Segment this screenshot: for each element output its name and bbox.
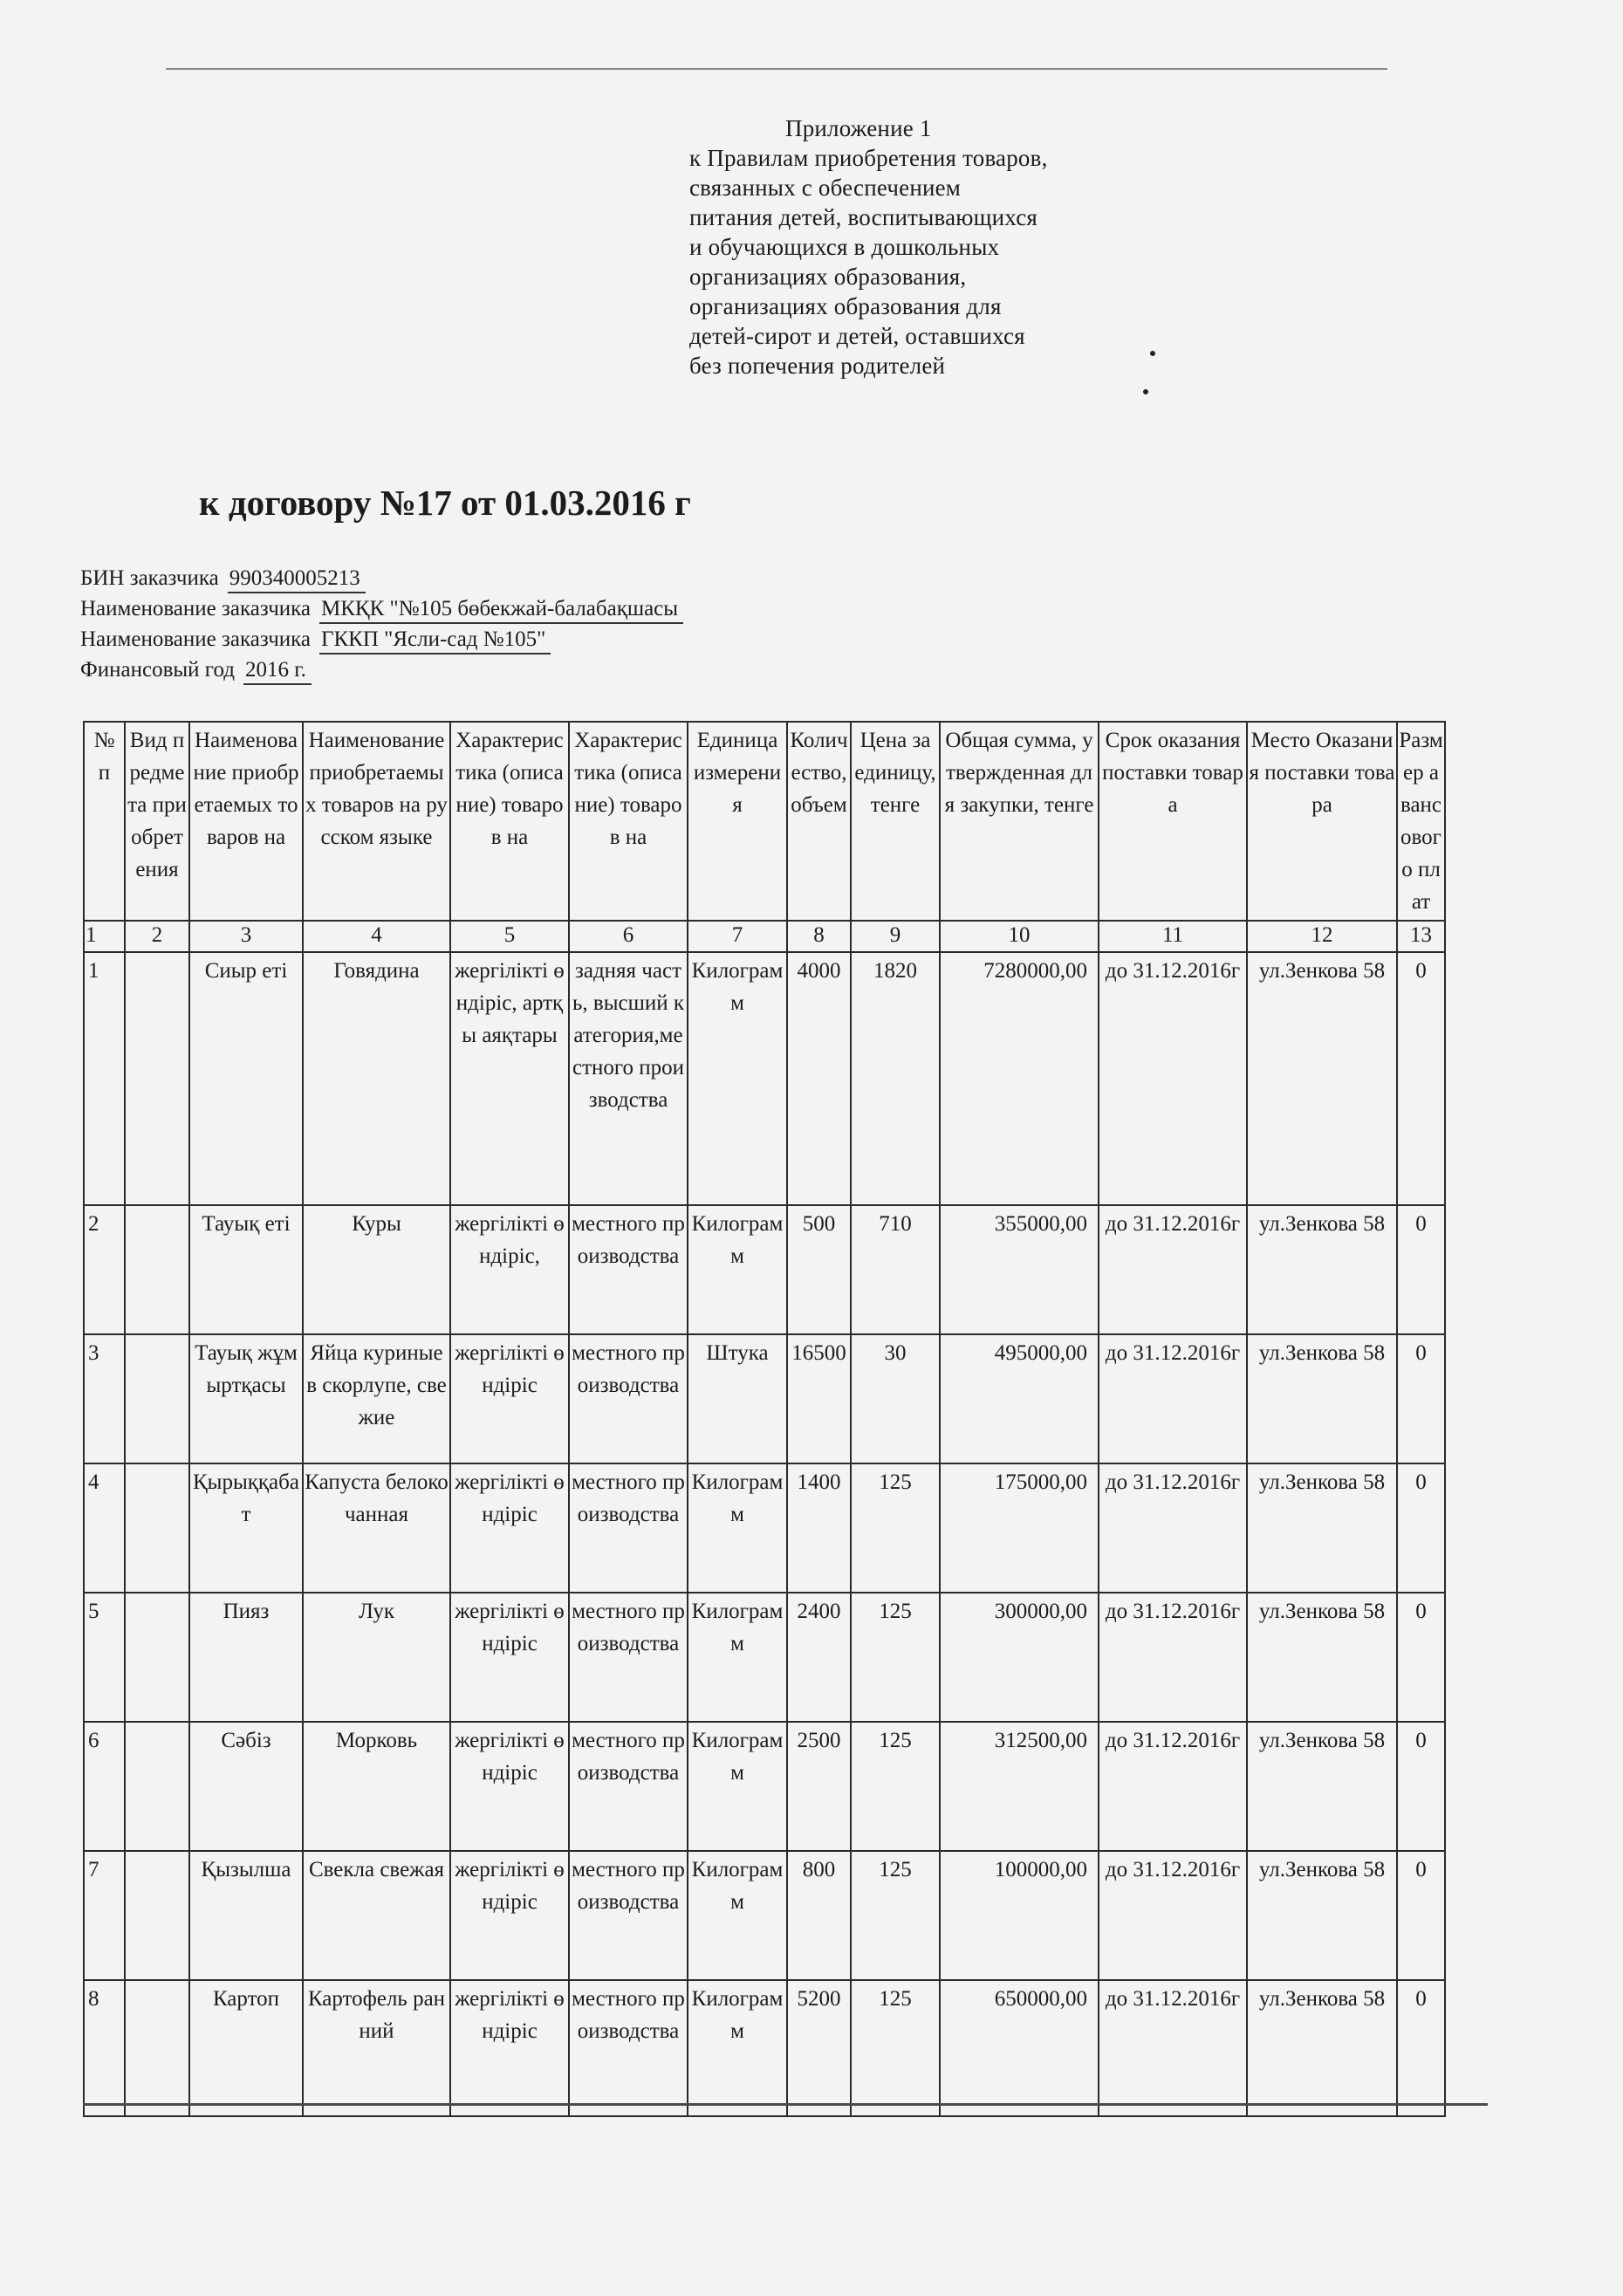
customer-name-ru-row xyxy=(80,624,683,655)
row-char-ru: местного производства xyxy=(569,1334,688,1463)
table-row xyxy=(84,1463,1445,1593)
row-kind xyxy=(125,952,189,1205)
row-char-ru: местного производства xyxy=(569,1463,688,1593)
column-number: 13 xyxy=(1397,921,1445,952)
row-price: 125 xyxy=(851,1851,940,1980)
row-unit: Килограмм xyxy=(688,952,787,1205)
column-number: 4 xyxy=(303,921,450,952)
row-place: ул.Зенкова 58 xyxy=(1247,1334,1397,1463)
name-ru-value: ГККП "Ясли-сад №105" xyxy=(319,627,551,655)
row-name-kz: Тауық еті xyxy=(189,1205,303,1334)
bin-label: БИН заказчика xyxy=(80,566,219,590)
customer-bin-row xyxy=(80,563,683,593)
row-char-kz: жергілікті өндіріс xyxy=(450,1851,569,1980)
row-sum: 100000,00 xyxy=(940,1851,1099,1980)
bin-value: 990340005213 xyxy=(228,565,366,593)
table-row xyxy=(84,1334,1445,1463)
row-advance: 0 xyxy=(1397,1334,1445,1463)
row-char-ru: местного производства xyxy=(569,1851,688,1980)
row-name-ru: Говядина xyxy=(303,952,450,1205)
row-sum: 355000,00 xyxy=(940,1205,1099,1334)
header-cell: Размер авансового плат xyxy=(1397,722,1445,921)
year-value: 2016 г. xyxy=(243,657,312,685)
row-unit: Килограмм xyxy=(688,1205,787,1334)
row-name-kz: Сиыр еті xyxy=(189,952,303,1205)
row-number: 3 xyxy=(84,1334,125,1463)
appendix-line: организациях образования для xyxy=(689,293,1002,319)
row-price: 1820 xyxy=(851,952,940,1205)
row-unit: Килограмм xyxy=(688,1463,787,1593)
row-name-kz: Қызылша xyxy=(189,1851,303,1980)
column-number: 6 xyxy=(569,921,688,952)
row-term: до 31.12.2016г xyxy=(1099,1334,1247,1463)
row-qty: 5200 xyxy=(787,1980,851,2116)
row-name-ru: Морковь xyxy=(303,1722,450,1851)
top-rule xyxy=(166,68,1387,70)
column-number: 5 xyxy=(450,921,569,952)
row-unit: Килограмм xyxy=(688,1980,787,2116)
row-term: до 31.12.2016г xyxy=(1099,1980,1247,2116)
name-kz-value: МКҚК "№105 бөбекжай-балабақшасы xyxy=(319,596,683,624)
column-number: 11 xyxy=(1099,921,1247,952)
row-advance: 0 xyxy=(1397,1851,1445,1980)
row-advance: 0 xyxy=(1397,1980,1445,2116)
row-price: 125 xyxy=(851,1593,940,1722)
row-sum: 300000,00 xyxy=(940,1593,1099,1722)
row-price: 30 xyxy=(851,1334,940,1463)
row-qty: 2400 xyxy=(787,1593,851,1722)
row-kind xyxy=(125,1851,189,1980)
header-cell: Вид предмета приобретения xyxy=(125,722,189,921)
table-row xyxy=(84,1722,1445,1851)
scan-speck xyxy=(1150,351,1155,356)
table-row xyxy=(84,1593,1445,1722)
appendix-line: питания детей, воспитывающихся xyxy=(689,204,1038,230)
row-term: до 31.12.2016г xyxy=(1099,1851,1247,1980)
row-number: 2 xyxy=(84,1205,125,1334)
row-name-ru: Лук xyxy=(303,1593,450,1722)
row-advance: 0 xyxy=(1397,1593,1445,1722)
customer-info xyxy=(80,563,683,685)
row-char-kz: жергілікті өндіріс xyxy=(450,1722,569,1851)
row-name-ru: Яйца куриные в скорлупе, свежие xyxy=(303,1334,450,1463)
row-advance: 0 xyxy=(1397,1463,1445,1593)
column-number: 3 xyxy=(189,921,303,952)
appendix-header xyxy=(689,113,1230,380)
customer-name-kz-row xyxy=(80,593,683,624)
row-unit: Штука xyxy=(688,1334,787,1463)
row-name-kz: Тауық жұмыртқасы xyxy=(189,1334,303,1463)
row-sum: 495000,00 xyxy=(940,1334,1099,1463)
column-number: 9 xyxy=(851,921,940,952)
row-qty: 1400 xyxy=(787,1463,851,1593)
row-char-kz: жергілікті өндіріс xyxy=(450,1463,569,1593)
row-price: 710 xyxy=(851,1205,940,1334)
row-name-kz: Пияз xyxy=(189,1593,303,1722)
row-qty: 800 xyxy=(787,1851,851,1980)
appendix-line: организациях образования, xyxy=(689,264,967,290)
appendix-line: Приложение 1 xyxy=(785,115,932,141)
row-char-kz: жергілікті өндіріс xyxy=(450,1980,569,2116)
row-sum: 7280000,00 xyxy=(940,952,1099,1205)
name-kz-label: Наименование заказчика xyxy=(80,597,312,620)
row-char-ru: задняя часть, высший категория,местного производства xyxy=(569,952,688,1205)
row-kind xyxy=(125,1205,189,1334)
row-name-ru: Картофель ранний xyxy=(303,1980,450,2116)
column-number: 1 xyxy=(84,921,125,952)
header-cell: Количество, объем xyxy=(787,722,851,921)
row-number: 1 xyxy=(84,952,125,1205)
column-number: 7 xyxy=(688,921,787,952)
row-name-kz: Картоп xyxy=(189,1980,303,2116)
row-place: ул.Зенкова 58 xyxy=(1247,952,1397,1205)
row-price: 125 xyxy=(851,1463,940,1593)
row-number: 8 xyxy=(84,1980,125,2116)
row-kind xyxy=(125,1593,189,1722)
appendix-line: детей-сирот и детей, оставшихся xyxy=(689,323,1025,349)
bottom-rule xyxy=(83,2103,1488,2106)
column-number-row xyxy=(84,921,1445,952)
scan-speck xyxy=(1143,389,1148,394)
header-cell: Общая сумма, утвержденная для закупки, тенге xyxy=(940,722,1099,921)
header-cell: Наименование приобретаемых товаров на xyxy=(189,722,303,921)
row-qty: 16500 xyxy=(787,1334,851,1463)
row-unit: Килограмм xyxy=(688,1722,787,1851)
header-cell: Наименование приобретаемых товаров на русском языке xyxy=(303,722,450,921)
row-char-kz: жергілікті өндіріс xyxy=(450,1334,569,1463)
row-sum: 312500,00 xyxy=(940,1722,1099,1851)
header-cell: Место Оказания поставки товара xyxy=(1247,722,1397,921)
row-kind xyxy=(125,1463,189,1593)
row-qty: 2500 xyxy=(787,1722,851,1851)
header-cell: Цена за единицу, тенге xyxy=(851,722,940,921)
row-char-kz: жергілікті өндіріс, артқы аяқтары xyxy=(450,952,569,1205)
row-price: 125 xyxy=(851,1980,940,2116)
row-kind xyxy=(125,1334,189,1463)
row-advance: 0 xyxy=(1397,1205,1445,1334)
header-cell: № п xyxy=(84,722,125,921)
row-place: ул.Зенкова 58 xyxy=(1247,1980,1397,2116)
row-qty: 4000 xyxy=(787,952,851,1205)
header-cell: Срок оказания поставки товара xyxy=(1099,722,1247,921)
row-advance: 0 xyxy=(1397,1722,1445,1851)
row-char-ru: местного производства xyxy=(569,1980,688,2116)
row-char-ru: местного производства xyxy=(569,1722,688,1851)
row-term: до 31.12.2016г xyxy=(1099,1722,1247,1851)
row-unit: Килограмм xyxy=(688,1851,787,1980)
row-place: ул.Зенкова 58 xyxy=(1247,1722,1397,1851)
name-ru-label: Наименование заказчика xyxy=(80,627,312,651)
row-sum: 175000,00 xyxy=(940,1463,1099,1593)
row-qty: 500 xyxy=(787,1205,851,1334)
row-term: до 31.12.2016г xyxy=(1099,1593,1247,1722)
row-unit: Килограмм xyxy=(688,1593,787,1722)
row-char-kz: жергілікті өндіріс, xyxy=(450,1205,569,1334)
table-row xyxy=(84,1980,1445,2116)
contract-title: к договору №17 от 01.03.2016 г xyxy=(199,483,691,523)
header-cell: Единица измерения xyxy=(688,722,787,921)
row-sum: 650000,00 xyxy=(940,1980,1099,2116)
table-header-row xyxy=(84,722,1445,921)
header-cell: Характеристика (описание) товаров на xyxy=(569,722,688,921)
row-kind xyxy=(125,1980,189,2116)
appendix-line: и обучающихся в дошкольных xyxy=(689,234,1000,260)
row-place: ул.Зенкова 58 xyxy=(1247,1593,1397,1722)
row-number: 6 xyxy=(84,1722,125,1851)
table-row xyxy=(84,1205,1445,1334)
row-char-ru: местного производства xyxy=(569,1593,688,1722)
row-char-kz: жергілікті өндіріс xyxy=(450,1593,569,1722)
row-number: 5 xyxy=(84,1593,125,1722)
row-number: 4 xyxy=(84,1463,125,1593)
row-name-kz: Қырыққабат xyxy=(189,1463,303,1593)
table-row xyxy=(84,1851,1445,1980)
appendix-line: связанных с обеспечением xyxy=(689,175,962,201)
row-place: ул.Зенкова 58 xyxy=(1247,1463,1397,1593)
row-name-ru: Капуста белокочанная xyxy=(303,1463,450,1593)
row-place: ул.Зенкова 58 xyxy=(1247,1851,1397,1980)
row-term: до 31.12.2016г xyxy=(1099,1205,1247,1334)
appendix-line: к Правилам приобретения товаров, xyxy=(689,145,1048,171)
goods-table xyxy=(83,721,1446,2117)
row-place: ул.Зенкова 58 xyxy=(1247,1205,1397,1334)
row-term: до 31.12.2016г xyxy=(1099,952,1247,1205)
row-number: 7 xyxy=(84,1851,125,1980)
column-number: 8 xyxy=(787,921,851,952)
row-char-ru: местного производства xyxy=(569,1205,688,1334)
row-name-kz: Сәбіз xyxy=(189,1722,303,1851)
table-row xyxy=(84,952,1445,1205)
row-term: до 31.12.2016г xyxy=(1099,1463,1247,1593)
row-price: 125 xyxy=(851,1722,940,1851)
row-advance: 0 xyxy=(1397,952,1445,1205)
column-number: 12 xyxy=(1247,921,1397,952)
row-kind xyxy=(125,1722,189,1851)
year-label: Финансовый год xyxy=(80,658,235,682)
column-number: 2 xyxy=(125,921,189,952)
customer-year-row xyxy=(80,655,683,685)
row-name-ru: Куры xyxy=(303,1205,450,1334)
appendix-line: без попечения родителей xyxy=(689,353,946,379)
column-number: 10 xyxy=(940,921,1099,952)
row-name-ru: Свекла свежая xyxy=(303,1851,450,1980)
header-cell: Характеристика (описание) товаров на xyxy=(450,722,569,921)
